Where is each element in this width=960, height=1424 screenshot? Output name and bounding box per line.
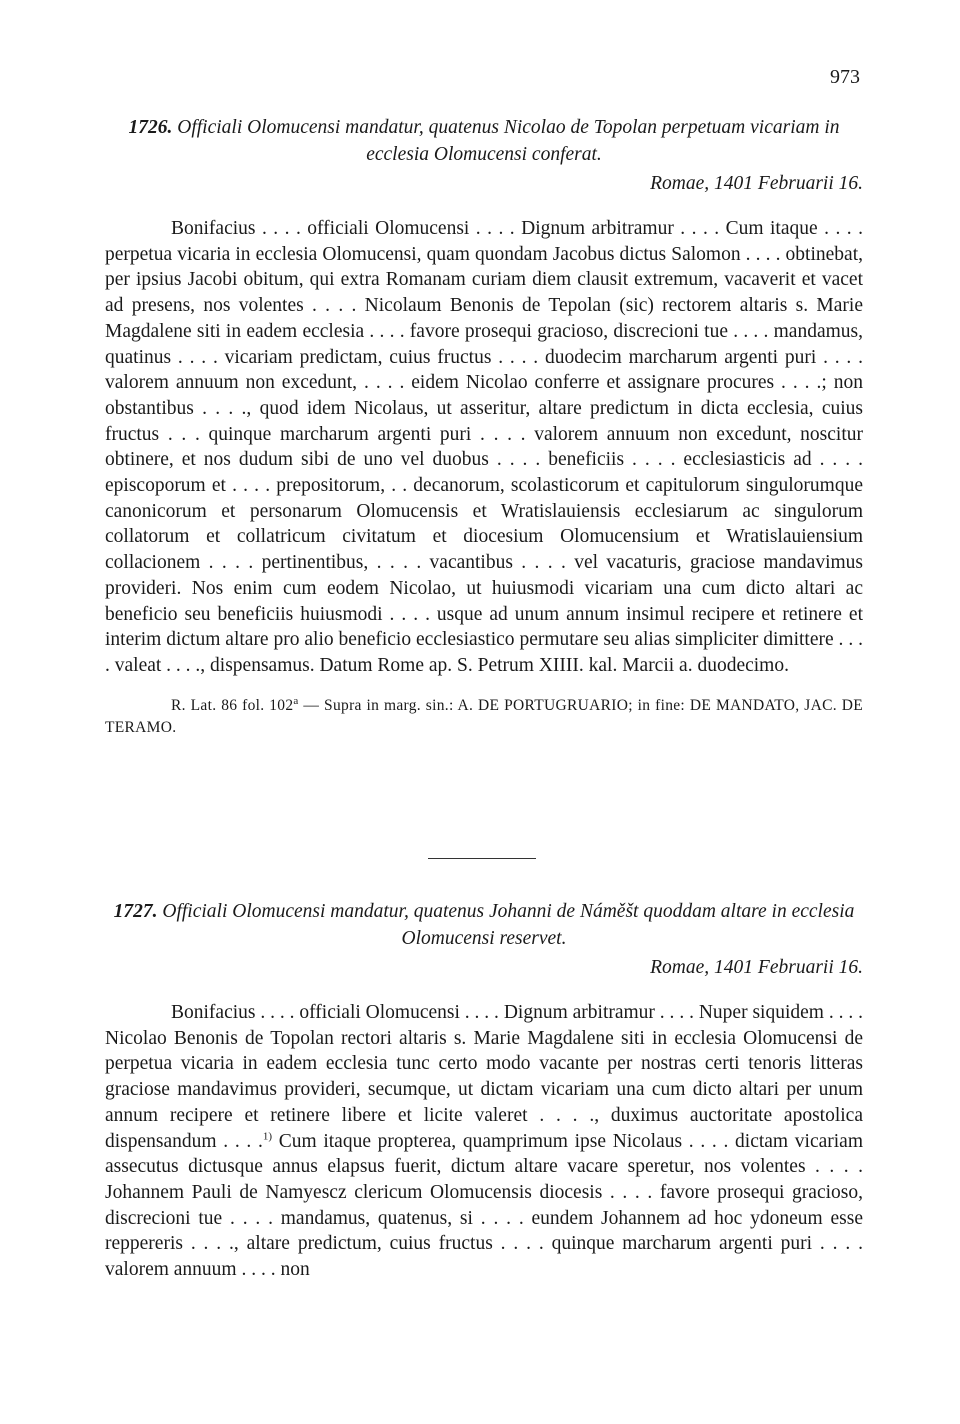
footnote-mark: 1)	[262, 1130, 273, 1143]
entry-title: Officiali Olomucensi mandatur, quatenus Nicolao de Topolan perpetuam vicariam in ecclesia Olomucensi conferat.	[177, 117, 840, 165]
entry-number: 1727.	[113, 901, 158, 922]
source-note-ref: R. Lat. 86 fol. 102	[171, 696, 294, 714]
entry-body-part-1: Bonifacius . . . . officiali Olomucensi . . . . Dignum arbitramur . . . . Nuper siquidem . . . . Nicolao Benonis de Topolan rectori altaris s. Marie Magdalene siti in ecclesia Olomucensi de perpetua vicaria in eadem ecclesia tunc certo modo vacante per nostras certi tenoris litteras graciose mandavimus provideri, secumque, ut dictam vicariam una cum dicto altari per unum annum recipere et retinere libere et licite valeret . . . ., duximus auctoritate apostolica dispensandum . . . .	[105, 1002, 863, 1152]
page-number: 973	[830, 66, 860, 88]
section-divider	[428, 858, 536, 859]
entry-1727	[105, 898, 863, 1283]
entry-body: Bonifacius . . . . officiali Olomucensi . . . . Dignum arbitramur . . . . Cum itaque . . . . perpetua vicaria in ecclesia Olomucensi, quam quondam Jacobus dictus Salomon . . . . obtinebat, per ipsius Jacobi obitum, qui extra Romanam curiam diem clausit extremum, vacaverit et vacet ad presens, nos volentes . . . . Nicolaum Benonis de Tepolan (sic) rectorem altaris s. Marie Magdalene siti in eadem ecclesia . . . . favore prosequi gracioso, discrecioni tue . . . . mandamus, quatinus . . . . vicariam predictam, cuius fructus . . . . duodecim marcharum argenti puri . . . . valorem annuum non excedunt, . . . . eidem Nicolao conferre et assignare procures . . . .; non obstantibus . . . ., quod idem Nicolaus, ut asseritur, altare predictum in dicta ecclesia, cuius fructus . . . quinque marcharum argenti puri . . . . valorem annuum non excedunt, noscitur obtinere, et nos dudum sibi de uno vel duobus . . . . beneficiis . . . . ecclesiasticis ad . . . . episcoporum et . . . . prepositorum, . . decanorum, scolasticorum et capitulorum singulorumque canonicorum et personarum Olomucensis et Wratislauiensis ecclesiarum ac singulorum collatorum et collatricum civitatum et diocesium Olomucensium et Wratislauiensium collacionem . . . . pertinentibus, . . . . vacantibus . . . . vel vacaturis, graciose mandavimus provideri. Nos enim cum eodem Nicolao, ut huiusmodi vicariam una cum dicto altari ac beneficio seu beneficiis huiusmodi . . . . usque ad unum annum insimul recipere et retinere et interim dictum altare pro alio beneficio ecclesiastico permutare seu alias simpliciter dimittere . . . . valeat . . . ., dispensamus. Datum Rome ap. S. Petrum XIIII. kal. Marcii a. duodecimo.	[105, 218, 863, 676]
source-note	[105, 695, 863, 739]
entry-heading	[105, 114, 863, 168]
entry-number: 1726.	[128, 117, 173, 138]
entry-body-part-2: Cum itaque propterea, quamprimum ipse Nicolaus . . . . dictam vicariam assecutus dictusque annus elapsus fuerit, dictum altare vacare speretur, nos volentes . . . . Johannem Pauli de Namyescz clericum Olomucensis diocesis . . . . favore prosequi gracioso, discrecioni tue . . . . mandamus, quatenus, si . . . . eundem Johannem ad hoc ydoneum esse reppereris . . . ., altare predictum, cuius fructus . . . . quinque marcharum argenti puri . . . . valorem annuum . . . . non	[105, 1130, 864, 1281]
source-note-text: — Supra in marg. sin.: A. DE PORTUGRUARIO; in fine: DE MANDATO, JAC. DE TERAMO.	[105, 696, 863, 736]
entry-1726	[105, 114, 863, 739]
source-note-sup: a	[293, 694, 299, 707]
entry-date: Romae, 1401 Februarii 16.	[650, 957, 863, 978]
entry-title: Officiali Olomucensi mandatur, quatenus Johanni de Náměšt quoddam altare in ecclesia Olomucensi reservet.	[162, 901, 855, 949]
entry-date: Romae, 1401 Februarii 16.	[650, 173, 863, 194]
entry-body	[105, 1000, 863, 1283]
entry-heading	[105, 898, 863, 952]
